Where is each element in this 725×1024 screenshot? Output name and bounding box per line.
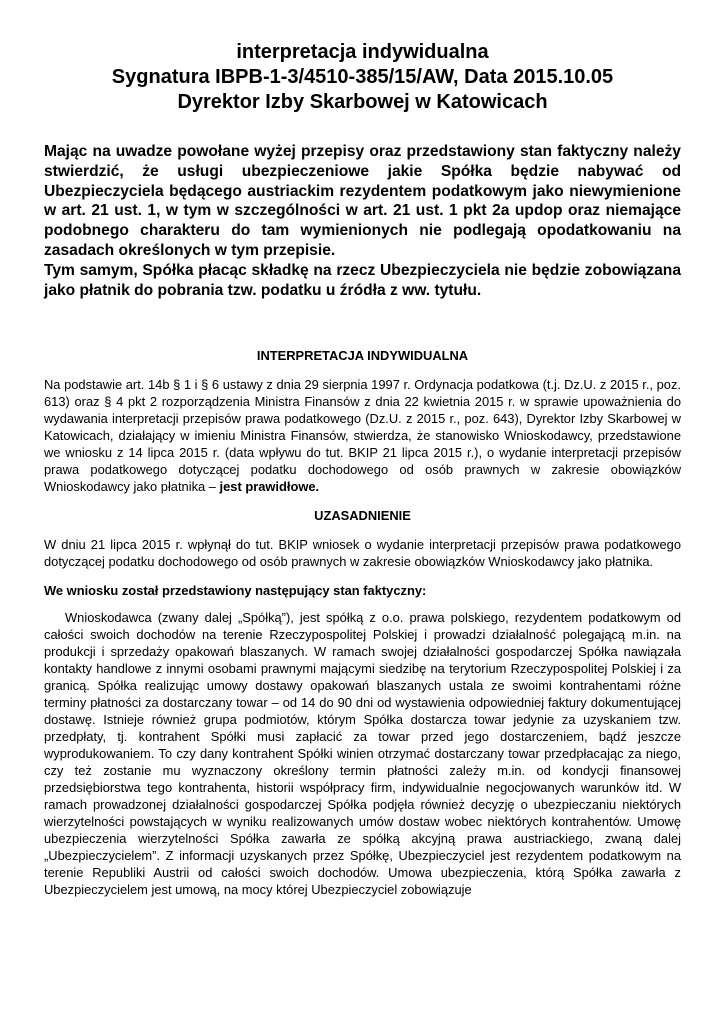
justification-paragraph: W dniu 21 lipca 2015 r. wpłynął do tut. BKIP wniosek o wydanie interpretacji przepisów prawa podatkowego dotyczącej podatku dochodowego od osób prawnych w zakresie obowiązków Wnioskodawcy jako płatnika. — [44, 537, 681, 570]
interpretation-text: Na podstawie art. 14b § 1 i § 6 ustawy z dnia 29 sierpnia 1997 r. Ordynacja podatkowa (t.j. Dz.U. z 2015 r., poz. 613) oraz § 4 pkt 2 rozporządzenia Ministra Finansów z dnia 22 kwietnia 2015 r. w sprawie upoważnienia do wydawania interpretacji przepisów prawa podatkowego (Dz.U. z 2015 r., poz. 643), Dyrektor Izby Skarbowej w Katowicach, działający w imieniu Ministra Finansów, stwierdza, że stanowisko Wnioskodawcy, przedstawione we wniosku z 14 lipca 2015 r. (data wpływu do tut. BKIP 21 lipca 2015 r.), o wydanie interpretacji przepisów prawa podatkowego dotyczącej podatku dochodowego od osób prawnych w zakresie obowiązków Wnioskodawcy jako płatnika – — [44, 377, 681, 495]
summary-block — [44, 142, 681, 300]
justification-heading: UZASADNIENIE — [314, 508, 411, 524]
interpretation-heading: INTERPRETACJA INDYWIDUALNA — [256, 348, 469, 364]
facts-paragraph: Wnioskodawca (zwany dalej „Spółką”), jest spółką z o.o. prawa polskiego, rezydentem podatkowym od całości swoich dochodów na terenie Rzeczypospolitej Polskiej i prowadzi działalność polegającą m.in. na produkcji i sprzedaży opakowań blaszanych. W ramach swojej działalności gospodarczej Spółka nawiązała kontakty handlowe z innymi osobami prawnymi mającymi siedzibę na terytorium Rzeczypospolitej Polskiej i za granicą. Spółka realizując umowy dostawy opakowań blaszanych ustala ze swoimi kontrahentami różne terminy płatności za dostarczany towar – od 14 do 90 dni od wystawienia odpowiedniej faktury dokumentującej dostawę. Istnieje również grupa podmiotów, którym Spółka dostarcza towar jedynie za uzyskaniem tzw. przedpłaty, tj. kontrahent Spółki musi zapłacić za towar przed jego dostarczeniem, bądź jeszcze wyprodukowaniem. To czy dany kontrahent Spółki winien otrzymać dostarczany towar przedpłacając za niego, czy też zostanie mu wyznaczony określony termin płatności zależy m.in. od kondycji finansowej przedsiębiorstwa tego kontrahenta, historii współpracy firm, indywidualnie negocjowanych warunków itd. W ramach prowadzonej działalności gospodarczej Spółka podjęła również decyzję o ubezpieczaniu niektórych wierzytelności powstających w wyniku realizowanych umów dostaw wobec niektórych kontrahentów. Umowę ubezpieczenia wierzytelności Spółka zawarła ze spółką akcyjną prawa austriackiego, zwaną dalej „Ubezpieczycielem”. Z informacji uzyskanych przez Spółkę, Ubezpieczyciel jest rezydentem podatkowym na terenie Republiki Austrii od całości swoich dochodów. Umowa ubezpieczenia, którą Spółka zawarła z Ubezpieczycielem jest umową, na mocy której Ubezpieczyciel zobowiązuje — [44, 610, 681, 898]
facts-heading: We wniosku został przedstawiony następujący stan faktyczny: — [44, 583, 427, 599]
document-header — [44, 40, 681, 115]
document-issuer: Dyrektor Izby Skarbowej w Katowicach — [177, 91, 548, 113]
interpretation-paragraph — [44, 376, 681, 495]
summary-paragraph-1: Mając na uwadze powołane wyżej przepisy oraz przedstawiony stan faktyczny należy stwierdzić, że usługi ubezpieczeniowe jakie Spółka będzie nabywać od Ubezpieczyciela będącego austriackim rezydentem podatkowym jako niewymienione w art. 21 ust. 1, w tym w szczególności w art. 21 ust. 1 pkt 2a updop oraz niemające podobnego charakteru do tam wymienionych nie podlegają opodatkowaniu na zasadach określonych w tym przepisie. — [44, 143, 681, 259]
interpretation-verdict: jest prawidłowe. — [219, 479, 320, 495]
document-signature: Sygnatura IBPB-1-3/4510-385/15/AW, Data 2015.10.05 — [111, 66, 614, 88]
document-type-title: interpretacja indywidualna — [236, 41, 489, 63]
summary-paragraph-2: Tym samym, Spółka płacąc składkę na rzecz Ubezpieczyciela nie będzie zobowiązana jako płatnik do pobrania tzw. podatku u źródła z ww. tytułu. — [44, 261, 681, 299]
document-page — [44, 40, 681, 898]
